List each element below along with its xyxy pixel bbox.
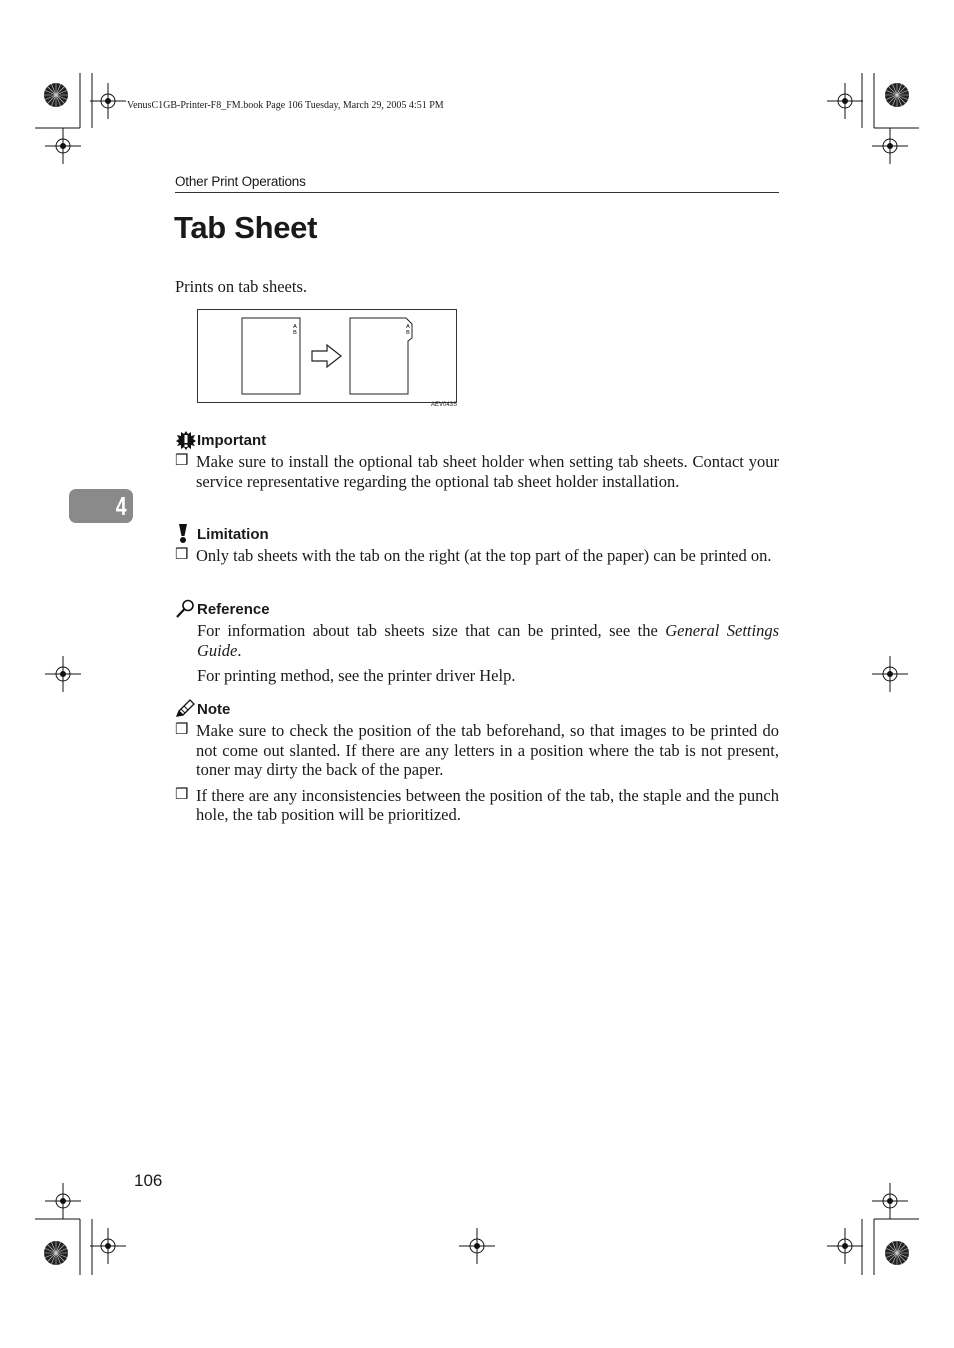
reference-text: For information about tab sheets size that can be printed, see the [197,621,666,640]
limitation-item-1: Only tab sheets with the tab on the right (at the top part of the paper) can be printed on. [196,546,772,565]
header-rule [175,192,779,193]
checkbox-icon: ❒ [175,722,189,738]
reference-guide-title: General Settings Guide [197,621,779,660]
arrow-right-icon [312,345,341,367]
tab-sheet-figure [197,309,457,403]
list-item [175,786,779,825]
tab-sheet-label-a: A [406,324,410,330]
important-heading: Important [197,431,267,449]
reference-heading: Reference [197,600,270,618]
figure-code: AEV043S [431,402,458,408]
pencil-icon [175,699,197,719]
reference-paragraph-2: For printing method, see the printer driver Help. [197,666,516,685]
checkbox-icon: ❒ [175,453,189,469]
checkbox-icon: ❒ [175,786,189,803]
important-section [175,430,779,491]
list-item [175,721,779,780]
note-item-1: Make sure to check the position of the tab beforehand, so that images to be printed do not come out slanted. If there are any letters in a position where the tab is not present, toner may dirty the back of the paper. [196,721,779,779]
note-section [175,699,779,825]
list-item [175,452,779,491]
print-info-line: VenusC1GB-Printer-F8_FM.book Page 106 Tuesday, March 29, 2005 4:51 PM [127,100,444,111]
checkbox-icon: ❒ [175,547,189,563]
note-item-2: If there are any inconsistencies between the position of the tab, the staple and the punch hole, the tab position will be prioritized. [196,785,779,824]
limitation-section [175,524,779,566]
tab-sheet-illustration [198,310,456,402]
page-title: Tab Sheet [174,210,318,245]
plain-sheet-label-a: A [293,324,297,330]
running-head: Other Print Operations [175,174,306,189]
magnifier-icon [175,599,197,619]
chapter-number: 4 [115,491,127,521]
reference-paragraph-1 [197,621,779,660]
important-item-1: Make sure to install the optional tab sheet holder when setting tab sheets. Contact your service representative regarding the optional tab sheet holder installation. [196,452,779,491]
important-icon [175,430,197,450]
limitation-heading: Limitation [197,525,269,543]
page-number: 106 [134,1171,163,1190]
list-item [175,546,779,566]
chapter-tab [69,489,133,523]
plain-sheet-label-b: B [293,330,297,336]
reference-section [175,599,779,686]
note-heading: Note [197,700,231,718]
tab-sheet-label-b: B [406,330,410,336]
exclamation-icon [175,524,197,544]
tab-sheet [350,318,412,394]
intro-text: Prints on tab sheets. [175,277,307,296]
reference-text-end: . [237,640,242,660]
plain-sheet [242,318,300,394]
